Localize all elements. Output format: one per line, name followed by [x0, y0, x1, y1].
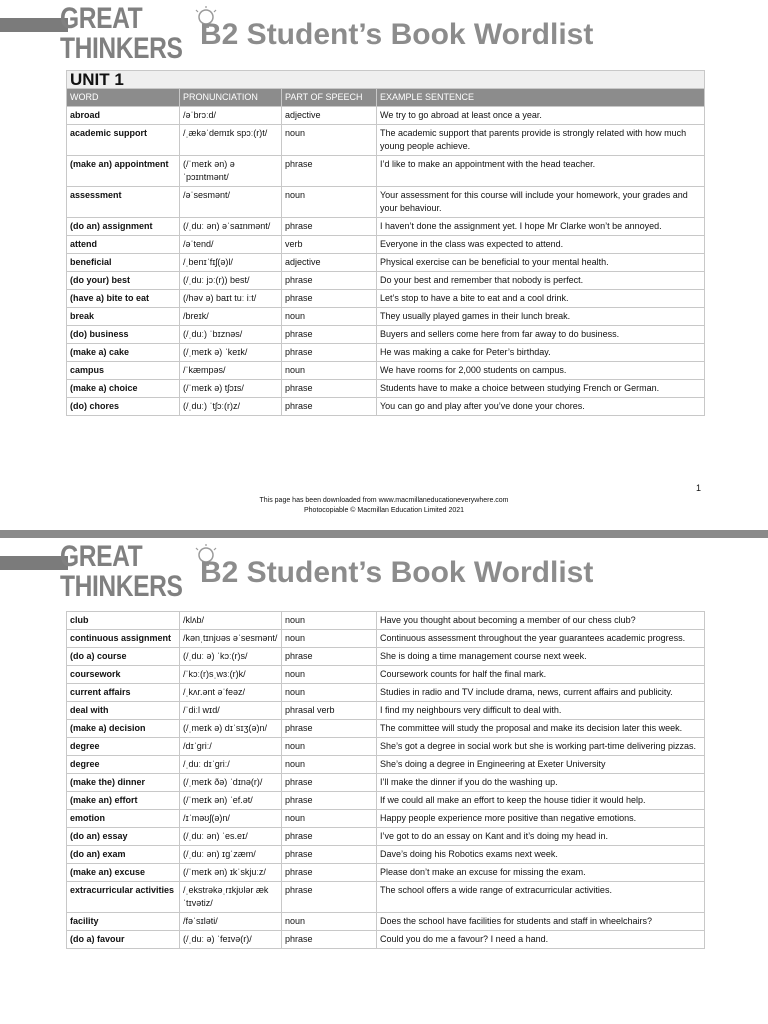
table-row	[67, 702, 705, 720]
table-row	[67, 125, 705, 156]
part-of-speech-cell: noun	[282, 125, 377, 156]
word-cell: degree	[67, 756, 180, 774]
wordlist-table-page-2	[66, 611, 705, 949]
table-row	[67, 864, 705, 882]
example-sentence-cell: Continuous assessment throughout the year guarantees academic progress.	[377, 630, 705, 648]
part-of-speech-cell: phrase	[282, 344, 377, 362]
table-row	[67, 846, 705, 864]
logo-line-2: THINKERS	[60, 32, 183, 65]
logo-line-1: GREAT	[60, 2, 143, 35]
word-cell: break	[67, 308, 180, 326]
word-cell: (make an) appointment	[67, 156, 180, 187]
part-of-speech-cell: verb	[282, 236, 377, 254]
word-cell: abroad	[67, 107, 180, 125]
example-sentence-cell: I find my neighbours very difficult to deal with.	[377, 702, 705, 720]
part-of-speech-cell: adjective	[282, 254, 377, 272]
pronunciation-cell: /dɪˈɡriː/	[180, 738, 282, 756]
part-of-speech-cell: noun	[282, 913, 377, 931]
word-cell: (make a) choice	[67, 380, 180, 398]
word-cell: deal with	[67, 702, 180, 720]
pronunciation-cell: (/ˈmeɪk ən) əˈpɔɪntmənt/	[180, 156, 282, 187]
word-cell: beneficial	[67, 254, 180, 272]
table-row	[67, 720, 705, 738]
example-sentence-cell: The school offers a wide range of extracurricular activities.	[377, 882, 705, 913]
pronunciation-cell: /ˌækəˈdemɪk spɔː(r)t/	[180, 125, 282, 156]
pronunciation-cell: /ˈkæmpəs/	[180, 362, 282, 380]
word-cell: academic support	[67, 125, 180, 156]
pronunciation-cell: (/ˈmeɪk ən) ˈef.ət/	[180, 792, 282, 810]
table-row	[67, 630, 705, 648]
table-header-row	[67, 89, 705, 107]
page-footer	[0, 496, 768, 516]
table-row	[67, 362, 705, 380]
table-row	[67, 882, 705, 913]
pronunciation-cell: /ˌekstrəkəˌrɪkjʊlər ækˈtɪvətiz/	[180, 882, 282, 913]
pronunciation-cell: /ˌkʌr.ənt əˈfeəz/	[180, 684, 282, 702]
page-header-2	[0, 538, 768, 608]
column-header-pronunciation: PRONUNCIATION	[180, 89, 282, 107]
part-of-speech-cell: noun	[282, 684, 377, 702]
pronunciation-cell: /ˌduː dɪˈɡriː/	[180, 756, 282, 774]
table-row	[67, 236, 705, 254]
example-sentence-cell: He was making a cake for Peter’s birthday.	[377, 344, 705, 362]
logo-bar	[0, 556, 68, 570]
example-sentence-cell: Students have to make a choice between studying French or German.	[377, 380, 705, 398]
table-row	[67, 756, 705, 774]
part-of-speech-cell: noun	[282, 612, 377, 630]
wordlist-table-page-1	[66, 70, 705, 416]
logo-bar	[0, 18, 68, 32]
word-cell: attend	[67, 236, 180, 254]
pronunciation-cell: (/ˌduː ə) ˈfeɪvə(r)/	[180, 931, 282, 949]
example-sentence-cell: She is doing a time management course next week.	[377, 648, 705, 666]
pronunciation-cell: /əˈsesmənt/	[180, 187, 282, 218]
pronunciation-cell: /ˌbenɪˈfɪʃ(ə)l/	[180, 254, 282, 272]
table-row	[67, 272, 705, 290]
example-sentence-cell: She’s got a degree in social work but she is working part-time delivering pizzas.	[377, 738, 705, 756]
pronunciation-cell: (/ˌmeɪk ə) ˈkeɪk/	[180, 344, 282, 362]
table-row	[67, 218, 705, 236]
pronunciation-cell: (/ˌduː) ˈtʃɔː(r)z/	[180, 398, 282, 416]
example-sentence-cell: Your assessment for this course will include your homework, your grades and your behaviour.	[377, 187, 705, 218]
example-sentence-cell: Could you do me a favour? I need a hand.	[377, 931, 705, 949]
pronunciation-cell: (/həv ə) baɪt tuː iːt/	[180, 290, 282, 308]
example-sentence-cell: We have rooms for 2,000 students on campus.	[377, 362, 705, 380]
part-of-speech-cell: phrase	[282, 218, 377, 236]
table-row	[67, 774, 705, 792]
part-of-speech-cell: noun	[282, 187, 377, 218]
example-sentence-cell: Does the school have facilities for students and staff in wheelchairs?	[377, 913, 705, 931]
document-title: B2 Student’s Book Wordlist	[200, 556, 594, 589]
part-of-speech-cell: phrase	[282, 828, 377, 846]
part-of-speech-cell: adjective	[282, 107, 377, 125]
pronunciation-cell: (/ˌduː ə) ˈkɔː(r)s/	[180, 648, 282, 666]
example-sentence-cell: I’ve got to do an essay on Kant and it’s doing my head in.	[377, 828, 705, 846]
example-sentence-cell: Have you thought about becoming a member of our chess club?	[377, 612, 705, 630]
table-row	[67, 290, 705, 308]
table-row	[67, 254, 705, 272]
example-sentence-cell: Everyone in the class was expected to attend.	[377, 236, 705, 254]
example-sentence-cell: The academic support that parents provide is strongly related with how much young people achieve.	[377, 125, 705, 156]
table-row	[67, 107, 705, 125]
page-number: 1	[696, 483, 702, 493]
word-cell: (make an) effort	[67, 792, 180, 810]
word-cell: degree	[67, 738, 180, 756]
pronunciation-cell: (/ˈmeɪk ən) ɪkˈskjuːz/	[180, 864, 282, 882]
example-sentence-cell: She’s doing a degree in Engineering at Exeter University	[377, 756, 705, 774]
word-cell: coursework	[67, 666, 180, 684]
word-cell: (have a) bite to eat	[67, 290, 180, 308]
example-sentence-cell: The committee will study the proposal and make its decision later this week.	[377, 720, 705, 738]
page-header	[0, 0, 768, 70]
logo-line-1: GREAT	[60, 540, 143, 573]
pronunciation-cell: (/ˌduː ən) əˈsaɪnmənt/	[180, 218, 282, 236]
word-cell: (do an) assignment	[67, 218, 180, 236]
example-sentence-cell: Coursework counts for half the final mark.	[377, 666, 705, 684]
logo-line-2: THINKERS	[60, 570, 183, 603]
example-sentence-cell: Let’s stop to have a bite to eat and a cool drink.	[377, 290, 705, 308]
unit-title: UNIT 1	[67, 71, 705, 89]
document-title: B2 Student’s Book Wordlist	[200, 18, 594, 51]
pronunciation-cell: (/ˌduː ən) ɪɡˈzæm/	[180, 846, 282, 864]
table-row	[67, 612, 705, 630]
part-of-speech-cell: noun	[282, 738, 377, 756]
table-row	[67, 398, 705, 416]
pronunciation-cell: (/ˈmeɪk ə) tʃɔɪs/	[180, 380, 282, 398]
example-sentence-cell: I’ll make the dinner if you do the washing up.	[377, 774, 705, 792]
part-of-speech-cell: phrase	[282, 864, 377, 882]
table-row	[67, 380, 705, 398]
table-row	[67, 738, 705, 756]
pronunciation-cell: (/ˌduː jɔː(r)) best/	[180, 272, 282, 290]
part-of-speech-cell: phrase	[282, 156, 377, 187]
part-of-speech-cell: noun	[282, 308, 377, 326]
word-cell: (make an) excuse	[67, 864, 180, 882]
table-row	[67, 187, 705, 218]
part-of-speech-cell: phrase	[282, 882, 377, 913]
pronunciation-cell: /ɪˈməʊʃ(ə)n/	[180, 810, 282, 828]
word-cell: (make the) dinner	[67, 774, 180, 792]
example-sentence-cell: I’d like to make an appointment with the head teacher.	[377, 156, 705, 187]
footer-download-note: This page has been downloaded from www.macmillaneducationeverywhere.com	[259, 497, 509, 504]
pronunciation-cell: (/ˌmeɪk ðə) ˈdɪnə(r)/	[180, 774, 282, 792]
part-of-speech-cell: phrase	[282, 290, 377, 308]
part-of-speech-cell: noun	[282, 810, 377, 828]
table-row	[67, 308, 705, 326]
word-cell: (make a) cake	[67, 344, 180, 362]
part-of-speech-cell: noun	[282, 630, 377, 648]
part-of-speech-cell: phrase	[282, 774, 377, 792]
table-row	[67, 792, 705, 810]
example-sentence-cell: Happy people experience more positive than negative emotions.	[377, 810, 705, 828]
pronunciation-cell: /əˈtend/	[180, 236, 282, 254]
example-sentence-cell: Buyers and sellers come here from far away to do business.	[377, 326, 705, 344]
word-cell: extracurricular activities	[67, 882, 180, 913]
table-row	[67, 931, 705, 949]
table-row	[67, 913, 705, 931]
table-row	[67, 828, 705, 846]
part-of-speech-cell: noun	[282, 756, 377, 774]
column-header-example: EXAMPLE SENTENCE	[377, 89, 705, 107]
example-sentence-cell: Please don’t make an excuse for missing the exam.	[377, 864, 705, 882]
column-header-word: WORD	[67, 89, 180, 107]
word-cell: assessment	[67, 187, 180, 218]
example-sentence-cell: I haven’t done the assignment yet. I hope Mr Clarke won’t be annoyed.	[377, 218, 705, 236]
pronunciation-cell: /fəˈsɪləti/	[180, 913, 282, 931]
example-sentence-cell: If we could all make an effort to keep the house tidier it would help.	[377, 792, 705, 810]
table-row	[67, 326, 705, 344]
part-of-speech-cell: phrase	[282, 648, 377, 666]
table-row	[67, 666, 705, 684]
part-of-speech-cell: phrase	[282, 846, 377, 864]
pronunciation-cell: /klʌb/	[180, 612, 282, 630]
example-sentence-cell: They usually played games in their lunch break.	[377, 308, 705, 326]
pronunciation-cell: /breɪk/	[180, 308, 282, 326]
pronunciation-cell: (/ˌduː ən) ˈes.eɪ/	[180, 828, 282, 846]
part-of-speech-cell: phrase	[282, 398, 377, 416]
word-cell: (do an) essay	[67, 828, 180, 846]
word-cell: club	[67, 612, 180, 630]
example-sentence-cell: Physical exercise can be beneficial to your mental health.	[377, 254, 705, 272]
pronunciation-cell: (/ˌduː) ˈbɪznəs/	[180, 326, 282, 344]
word-cell: (do) business	[67, 326, 180, 344]
example-sentence-cell: Do your best and remember that nobody is perfect.	[377, 272, 705, 290]
pronunciation-cell: /kənˌtɪnjʊəs əˈsesmənt/	[180, 630, 282, 648]
word-cell: (do an) exam	[67, 846, 180, 864]
word-cell: campus	[67, 362, 180, 380]
part-of-speech-cell: phrase	[282, 326, 377, 344]
example-sentence-cell: Dave’s doing his Robotics exams next week.	[377, 846, 705, 864]
part-of-speech-cell: phrase	[282, 272, 377, 290]
great-thinkers-logo	[60, 540, 185, 604]
word-cell: (do a) favour	[67, 931, 180, 949]
word-cell: (make a) decision	[67, 720, 180, 738]
part-of-speech-cell: phrase	[282, 931, 377, 949]
table-row	[67, 684, 705, 702]
page-separator	[0, 530, 768, 538]
table-row	[67, 156, 705, 187]
word-cell: (do your) best	[67, 272, 180, 290]
word-cell: emotion	[67, 810, 180, 828]
page-2	[0, 538, 768, 1024]
part-of-speech-cell: phrase	[282, 380, 377, 398]
word-cell: (do a) course	[67, 648, 180, 666]
example-sentence-cell: You can go and play after you’ve done your chores.	[377, 398, 705, 416]
word-cell: continuous assignment	[67, 630, 180, 648]
footer-copyright: Photocopiable © Macmillan Education Limited 2021	[303, 507, 465, 514]
table-row	[67, 648, 705, 666]
word-cell: (do) chores	[67, 398, 180, 416]
part-of-speech-cell: noun	[282, 362, 377, 380]
table-row	[67, 344, 705, 362]
pronunciation-cell: (/ˌmeɪk ə) dɪˈsɪʒ(ə)n/	[180, 720, 282, 738]
word-cell: current affairs	[67, 684, 180, 702]
table-row	[67, 810, 705, 828]
part-of-speech-cell: phrase	[282, 720, 377, 738]
pronunciation-cell: /ˈkɔː(r)sˌwɜː(r)k/	[180, 666, 282, 684]
example-sentence-cell: We try to go abroad at least once a year.	[377, 107, 705, 125]
example-sentence-cell: Studies in radio and TV include drama, news, current affairs and publicity.	[377, 684, 705, 702]
column-header-part-of-speech: PART OF SPEECH	[282, 89, 377, 107]
pronunciation-cell: /əˈbrɔːd/	[180, 107, 282, 125]
unit-title-row	[67, 71, 705, 89]
part-of-speech-cell: phrase	[282, 792, 377, 810]
great-thinkers-logo	[60, 2, 185, 66]
word-cell: facility	[67, 913, 180, 931]
part-of-speech-cell: phrasal verb	[282, 702, 377, 720]
pronunciation-cell: /ˈdiːl wɪd/	[180, 702, 282, 720]
part-of-speech-cell: noun	[282, 666, 377, 684]
